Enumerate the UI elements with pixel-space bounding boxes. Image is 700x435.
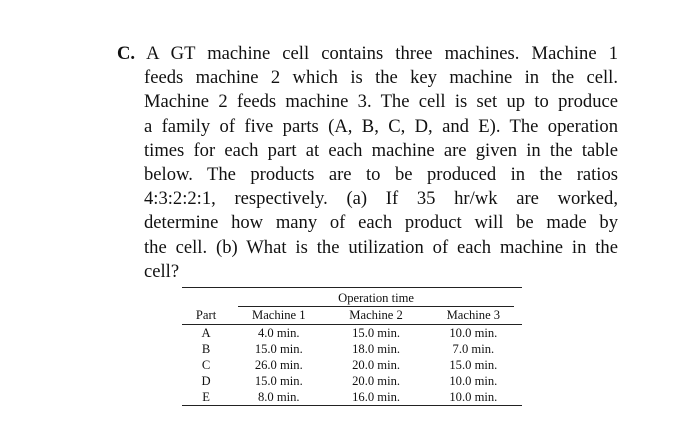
column-header-machine-3: Machine 3 [446,308,501,322]
operation-time-table [182,287,522,406]
problem-line: 4:3:2:2:1, respectively. (a) If 35 hr/wk are worked, [144,188,618,210]
table-cell: 15.0 min. [352,326,401,340]
problem-line: Machine 2 feeds machine 3. The cell is set up to produce [144,91,618,113]
table-row [182,325,522,342]
table-cell: 8.0 min. [257,390,300,404]
problem-line: times for each part at each machine are given in the table [144,139,618,161]
table-cell: 10.0 min. [449,326,498,340]
problem-line: feeds machine 2 which is the key machine in the cell. [144,67,618,89]
table-cell: 15.0 min. [254,374,303,388]
group-header-label: Operation time [238,291,514,307]
group-header-spacer [182,288,230,308]
problem-line: below. The products are to be produced in the ratios [144,164,618,186]
problem-line: the cell. (b) What is the utilization of each machine in the [144,236,618,258]
table-cell: 10.0 min. [449,390,498,404]
table-cell: 4.0 min. [257,326,300,340]
table-cell: E [202,390,210,404]
table-cell: B [201,342,211,356]
problem-statement [118,42,618,284]
problem-line [117,42,618,66]
table-cell: C [201,358,211,372]
column-header-row [182,307,522,325]
group-header [230,288,522,308]
problem-line: a family of five parts (A, B, C, D, and E). The operation [144,115,618,137]
table-cell: A [201,326,211,340]
table-cell: 18.0 min. [352,342,401,356]
column-header-machine-2: Machine 2 [349,308,403,322]
problem-label: C. [117,43,136,64]
data-table [182,287,522,406]
problem-line-text: A GT machine cell contains three machines. Machine 1 [146,43,618,64]
table-cell: 15.0 min. [254,342,303,356]
column-header-part: Part [195,308,217,322]
table-row [182,341,522,357]
table-row [182,389,522,406]
table-cell: 16.0 min. [352,390,401,404]
table-row [182,357,522,373]
table-cell: 20.0 min. [352,374,401,388]
column-header-machine-1: Machine 1 [252,308,306,322]
table-cell: 15.0 min. [449,358,498,372]
problem-line: determine how many of each product will be made by [144,212,618,234]
table-row [182,373,522,389]
table-cell: 20.0 min. [352,358,401,372]
problem-line: cell? [144,260,180,282]
table-cell: 10.0 min. [449,374,498,388]
table-cell: D [201,374,211,388]
table-cell: 26.0 min. [254,358,303,372]
table-cell: 7.0 min. [452,342,495,356]
group-header-row [182,288,522,308]
